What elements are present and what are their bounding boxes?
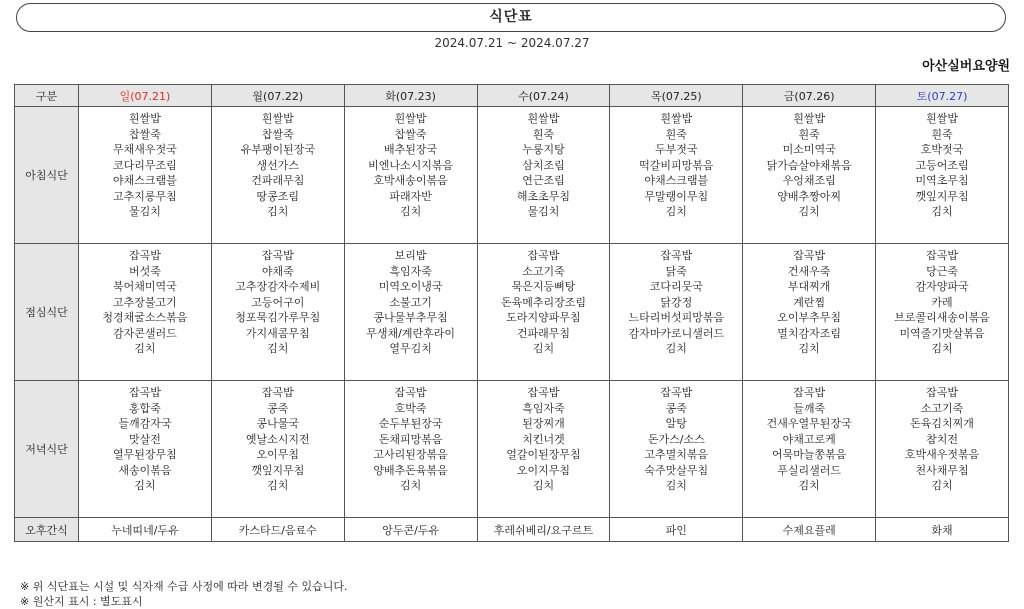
menu-cell	[876, 381, 1009, 518]
facility-name: 아산실버요양원	[922, 59, 1010, 74]
menu-item: 흰쌀밥	[793, 112, 826, 125]
menu-item: 버섯죽	[128, 264, 161, 278]
menu-item: 잡곡밥	[660, 249, 693, 262]
menu-item: 파인	[665, 523, 687, 537]
menu-item: 후레쉬베리/요구르트	[493, 523, 594, 537]
menu-item: 소고기죽	[522, 264, 565, 278]
day-header-tue: 화(07.23)	[344, 85, 477, 107]
menu-item: 김치	[798, 479, 820, 492]
menu-body	[15, 107, 1009, 542]
menu-item: 흰쌀밥	[660, 112, 693, 125]
menu-item: 돈육김치찌개	[910, 417, 974, 430]
menu-cell	[211, 518, 344, 542]
menu-item: 잡곡밥	[261, 249, 294, 262]
menu-item: 김치	[267, 342, 289, 355]
menu-item: 파래자반	[389, 189, 432, 203]
menu-cell	[79, 107, 212, 244]
menu-cell	[477, 107, 610, 244]
menu-item: 흰쌀밥	[261, 112, 294, 125]
note-change: ※ 위 식단표는 시설 및 식자재 수급 사정에 따라 변경될 수 있습니다.	[20, 580, 348, 593]
menu-item: 돈육메추리장조림	[500, 295, 586, 309]
menu-cell	[743, 381, 876, 518]
menu-item: 찹쌀죽	[394, 127, 427, 141]
menu-item: 미역초무침	[915, 174, 969, 187]
menu-item: 고등어조림	[915, 158, 969, 172]
menu-item: 잡곡밥	[660, 386, 693, 399]
menu-item: 숙주맛살무침	[644, 463, 709, 477]
menu-item: 당근죽	[926, 264, 958, 278]
menu-cell	[876, 244, 1009, 381]
menu-item: 호박새송이볶음	[373, 174, 448, 187]
table-header-row	[15, 85, 1009, 107]
menu-item: 김치	[798, 342, 820, 355]
day-header-wed: 수(07.24)	[477, 85, 610, 107]
menu-row-lunch	[15, 244, 1009, 381]
menu-item: 호박새우젓볶음	[904, 448, 980, 461]
menu-item: 야채스크램블	[644, 174, 709, 187]
menu-item: 닭죽	[665, 264, 687, 278]
day-header-fri: 금(07.26)	[743, 85, 876, 107]
day-header-thu: 목(07.25)	[610, 85, 743, 107]
menu-item: 김치	[134, 479, 156, 492]
menu-item: 옛날소시지전	[245, 432, 310, 446]
menu-item: 치킨너겟	[522, 432, 565, 446]
menu-item: 닭가슴살야채볶음	[766, 158, 852, 172]
menu-item: 삼치조림	[522, 158, 565, 172]
menu-item: 어묵마늘쫑볶음	[771, 448, 847, 461]
menu-item: 느타리버섯피망볶음	[628, 311, 725, 324]
menu-item: 흰죽	[532, 127, 555, 141]
menu-item: 흰쌀밥	[926, 112, 958, 125]
menu-item: 건새우죽	[787, 264, 831, 278]
menu-item: 앙두콘/두유	[382, 523, 440, 537]
meal-label: 아침식단	[15, 107, 79, 244]
menu-item: 김치	[665, 205, 687, 218]
menu-item: 부대찌개	[787, 280, 831, 293]
menu-item: 얼갈이된장무침	[506, 448, 581, 461]
menu-item: 콩죽	[267, 401, 289, 415]
menu-item: 콩나물국	[256, 417, 300, 430]
menu-item: 고추장감자수제비	[235, 280, 321, 293]
menu-item: 김치	[798, 205, 820, 218]
menu-item: 김치	[665, 342, 687, 355]
menu-item: 열무된장무침	[113, 448, 177, 461]
menu-cell	[344, 244, 477, 381]
note-origin: ※ 원산지 표시 : 별도표시	[20, 595, 143, 608]
menu-item: 흰쌀밥	[394, 112, 427, 125]
menu-row-breakfast	[15, 107, 1009, 244]
menu-cell	[610, 244, 743, 381]
menu-item: 우엉채조림	[782, 174, 836, 187]
menu-item: 물김치	[527, 205, 560, 218]
menu-item: 찹쌀죽	[261, 127, 294, 141]
menu-item: 멸치감자조림	[777, 326, 842, 340]
menu-item: 생선가스	[256, 158, 300, 172]
day-header-sat: 토(07.27)	[876, 85, 1009, 107]
menu-item: 콩나물부추무침	[373, 311, 448, 324]
menu-item: 고추장불고기	[113, 295, 177, 309]
menu-item: 두부젓국	[655, 143, 698, 156]
menu-item: 떡갈비피망볶음	[639, 158, 714, 172]
menu-cell	[610, 518, 743, 542]
menu-item: 양배추짱아찌	[777, 189, 842, 203]
menu-cell	[211, 244, 344, 381]
menu-item: 흑임자죽	[389, 264, 432, 278]
day-header-mon: 월(07.22)	[211, 85, 344, 107]
menu-cell	[743, 107, 876, 244]
menu-cell	[477, 381, 610, 518]
menu-cell	[344, 107, 477, 244]
menu-item: 물김치	[128, 205, 161, 218]
menu-item: 돈가스/소스	[647, 432, 705, 446]
menu-cell	[79, 244, 212, 381]
menu-item: 잡곡밥	[128, 249, 161, 262]
menu-item: 김치	[267, 205, 289, 218]
menu-cell	[743, 244, 876, 381]
menu-item: 알탕	[665, 417, 687, 430]
menu-item: 흰쌀밥	[527, 112, 560, 125]
menu-item: 계란찜	[793, 295, 826, 309]
menu-cell	[211, 381, 344, 518]
menu-item: 유부팽이된장국	[240, 143, 315, 156]
menu-item: 카스타드/음료수	[238, 523, 317, 537]
menu-item: 흑임자죽	[522, 401, 565, 415]
menu-item: 맛살전	[128, 432, 161, 446]
menu-item: 건파래무침	[516, 326, 571, 340]
menu-item: 잡곡밥	[527, 249, 560, 262]
menu-item: 도라지양파무침	[506, 311, 581, 324]
menu-item: 북어채미역국	[113, 280, 177, 293]
menu-cell	[344, 381, 477, 518]
menu-item: 무말랭이무침	[644, 189, 709, 203]
menu-row-dinner	[15, 381, 1009, 518]
meal-label: 저녁식단	[15, 381, 79, 518]
day-header-sun: 일(07.21)	[79, 85, 212, 107]
menu-item: 김치	[931, 479, 953, 492]
menu-item: 미역오이냉국	[378, 280, 443, 293]
menu-item: 잡곡밥	[394, 386, 427, 399]
menu-item: 김치	[399, 205, 422, 218]
menu-item: 감자양파국	[915, 280, 969, 293]
menu-item: 김치	[931, 342, 953, 355]
menu-item: 호박죽	[394, 401, 427, 415]
menu-item: 콩죽	[665, 401, 687, 415]
menu-item: 김치	[532, 479, 555, 492]
menu-item: 닭강정	[660, 295, 693, 309]
menu-item: 청경채굴소스볶음	[102, 311, 188, 324]
menu-item: 소불고기	[389, 295, 432, 309]
menu-item: 흰죽	[798, 127, 820, 141]
menu-item: 무채새우젓국	[113, 143, 177, 156]
menu-item: 해초초무침	[516, 189, 571, 203]
menu-item: 잡곡밥	[793, 386, 826, 399]
menu-item: 오이지무침	[516, 463, 571, 477]
menu-item: 화채	[931, 523, 953, 537]
menu-row-snack	[15, 518, 1009, 542]
menu-item: 건새우열무된장국	[766, 417, 852, 430]
menu-item: 고추지롱무침	[113, 189, 177, 203]
menu-cell	[477, 244, 610, 381]
menu-item: 미역줄기맛살볶음	[899, 326, 985, 340]
weekly-menu-table	[14, 84, 1009, 542]
menu-item: 야채스크램블	[113, 174, 177, 187]
menu-cell	[743, 518, 876, 542]
menu-cell	[876, 107, 1009, 244]
menu-item: 깻잎지무침	[251, 463, 305, 477]
menu-item: 천사채무침	[915, 463, 969, 477]
menu-item: 잡곡밥	[261, 386, 294, 399]
meal-label: 점심식단	[15, 244, 79, 381]
menu-item: 오이부추무침	[777, 311, 842, 324]
menu-item: 배추된장국	[384, 143, 438, 156]
menu-item: 야채죽	[261, 264, 294, 278]
menu-item: 보리밥	[394, 249, 427, 262]
menu-item: 코다리무조림	[113, 158, 177, 172]
menu-item: 새송이볶음	[118, 463, 172, 477]
menu-item: 김치	[665, 479, 687, 492]
menu-item: 김치	[399, 479, 422, 492]
menu-item: 김치	[134, 342, 156, 355]
menu-cell	[79, 381, 212, 518]
menu-item: 김치	[532, 342, 555, 355]
menu-item: 누룽지탕	[522, 143, 565, 156]
menu-item: 고등어구이	[251, 295, 305, 309]
menu-item: 소고기죽	[920, 401, 964, 415]
menu-item: 누네띠네/두유	[111, 523, 179, 537]
menu-item: 푸실리샐러드	[777, 463, 842, 477]
menu-item: 묵은지등뼈탕	[511, 280, 576, 293]
menu-item: 연근조림	[522, 174, 565, 187]
menu-item: 감자마카로니샐러드	[628, 326, 725, 340]
menu-cell	[610, 107, 743, 244]
menu-title-box	[16, 3, 1006, 32]
menu-item: 고사리된장볶음	[373, 448, 448, 461]
menu-cell	[477, 518, 610, 542]
menu-item: 양배추돈육볶음	[373, 463, 448, 477]
menu-item: 잡곡밥	[926, 386, 958, 399]
menu-item: 들깨죽	[793, 401, 826, 415]
menu-item: 된장찌개	[522, 417, 565, 430]
menu-item: 무생채/계란후라이	[366, 326, 455, 340]
menu-item: 열무김치	[389, 342, 432, 355]
menu-item: 김치	[931, 205, 953, 218]
menu-item: 건파래무침	[251, 174, 305, 187]
menu-item: 미소미역국	[782, 143, 836, 156]
menu-cell	[79, 518, 212, 542]
menu-item: 잡곡밥	[793, 249, 826, 262]
menu-item: 깻잎지무침	[915, 189, 969, 203]
menu-item: 돈채피망볶음	[378, 432, 443, 446]
menu-cell	[211, 107, 344, 244]
menu-item: 야채고로케	[782, 432, 836, 446]
menu-item: 흰죽	[931, 127, 953, 141]
menu-item: 김치	[267, 479, 289, 492]
menu-item: 잡곡밥	[128, 386, 161, 399]
menu-item: 순두부된장국	[378, 417, 443, 430]
meal-label: 오후간식	[15, 518, 79, 542]
menu-item: 참치전	[926, 432, 958, 446]
menu-item: 흰죽	[665, 127, 687, 141]
menu-item: 찹쌀죽	[128, 127, 161, 141]
corner-label: 구분	[15, 85, 79, 107]
menu-item: 감자콘샐러드	[113, 326, 177, 340]
menu-cell	[610, 381, 743, 518]
menu-item: 비엔나소시지볶음	[368, 158, 454, 172]
menu-item: 호박젓국	[920, 143, 964, 156]
menu-item: 카레	[931, 295, 953, 309]
menu-item: 잡곡밥	[527, 386, 560, 399]
menu-item: 고추멸치볶음	[644, 448, 709, 461]
menu-item: 수제요플레	[782, 523, 836, 537]
menu-cell	[344, 518, 477, 542]
menu-period: 2024.07.21 ~ 2024.07.27	[434, 36, 590, 50]
menu-item: 브로콜리새송이볶음	[894, 311, 990, 324]
menu-item: 잡곡밥	[926, 249, 958, 262]
page-title: 식단표	[489, 9, 533, 25]
menu-item: 흰쌀밥	[128, 112, 161, 125]
menu-item: 홍합죽	[128, 401, 161, 415]
menu-item: 가지새콤무침	[245, 326, 310, 340]
menu-cell	[876, 518, 1009, 542]
menu-item: 오이무침	[256, 448, 300, 461]
menu-item: 청포묵김가루무침	[235, 311, 321, 324]
menu-item: 땅콩조림	[256, 189, 300, 203]
menu-item: 들깨감자국	[118, 417, 172, 430]
menu-item: 코다리뭇국	[649, 280, 703, 293]
